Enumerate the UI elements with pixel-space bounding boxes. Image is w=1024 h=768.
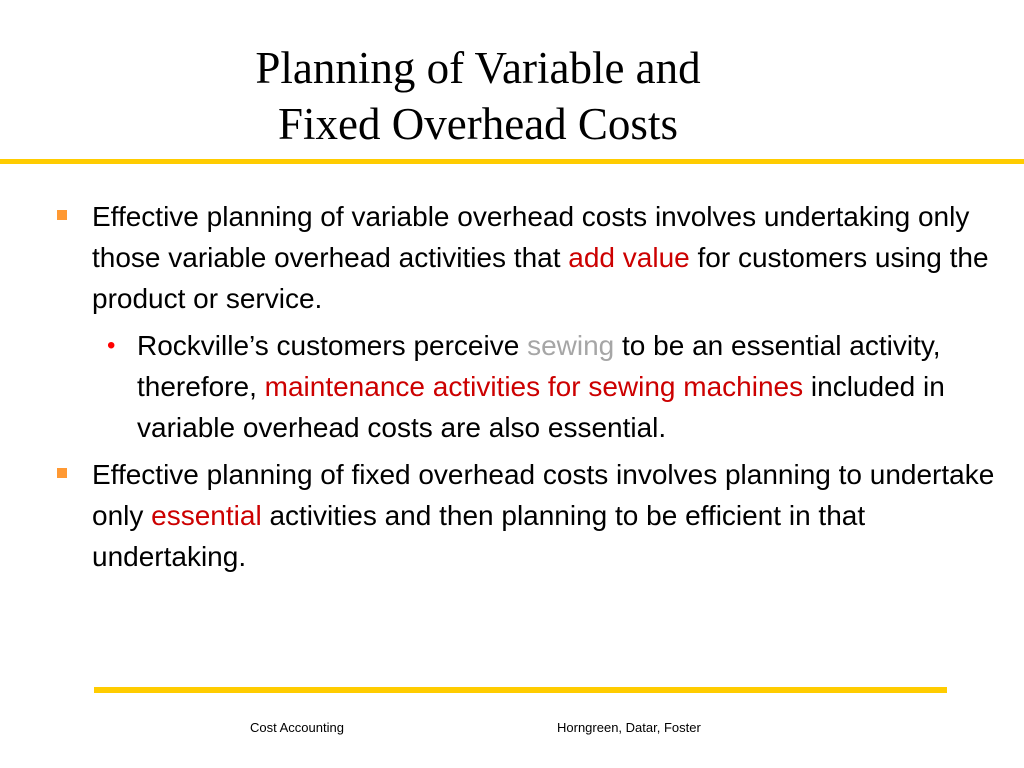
bullet-2-text-a: Effective planning of fixed overhead costs involves planning to undertake only (92, 459, 995, 531)
square-bullet-icon (57, 210, 67, 220)
footer-rule (94, 687, 947, 693)
title-underline-rule (0, 159, 1024, 164)
sub-bullet-text-a: Rockville’s customers perceive (137, 330, 528, 361)
slide-title (0, 40, 956, 152)
bullet-2-text-b: activities and then planning to be efficient in that undertaking. (92, 500, 866, 572)
title-line-2: Fixed Overhead Costs (278, 99, 678, 149)
bullet-list (0, 196, 1024, 583)
sub-bullet-highlight-sewing: sewing (527, 330, 615, 361)
bullet-1-highlight-add-value: add value (568, 242, 690, 273)
sub-bullet-item-1 (107, 325, 1007, 448)
sub-bullet-highlight-maintenance: maintenance activities for sewing machines (264, 371, 804, 402)
bullet-item-2 (92, 454, 1010, 577)
bullet-1-text-b: for customers using the product or service. (92, 242, 989, 314)
dot-bullet-icon: • (107, 332, 116, 359)
sub-bullet-text-c: included in variable overhead costs are also essential. (137, 371, 945, 443)
footer-authors: Horngreen, Datar, Foster (557, 720, 701, 735)
bullet-2-highlight-essential: essential (151, 500, 262, 531)
bullet-1-text-a: Effective planning of variable overhead costs involves undertaking only those variable overhead activities that (92, 201, 970, 273)
title-line-1: Planning of Variable and (255, 43, 701, 93)
square-bullet-icon (57, 468, 67, 478)
bullet-item-1 (92, 196, 1010, 319)
sub-bullet-text-b: to be an essential activity, therefore, (137, 330, 941, 402)
footer-course-name: Cost Accounting (250, 720, 344, 735)
